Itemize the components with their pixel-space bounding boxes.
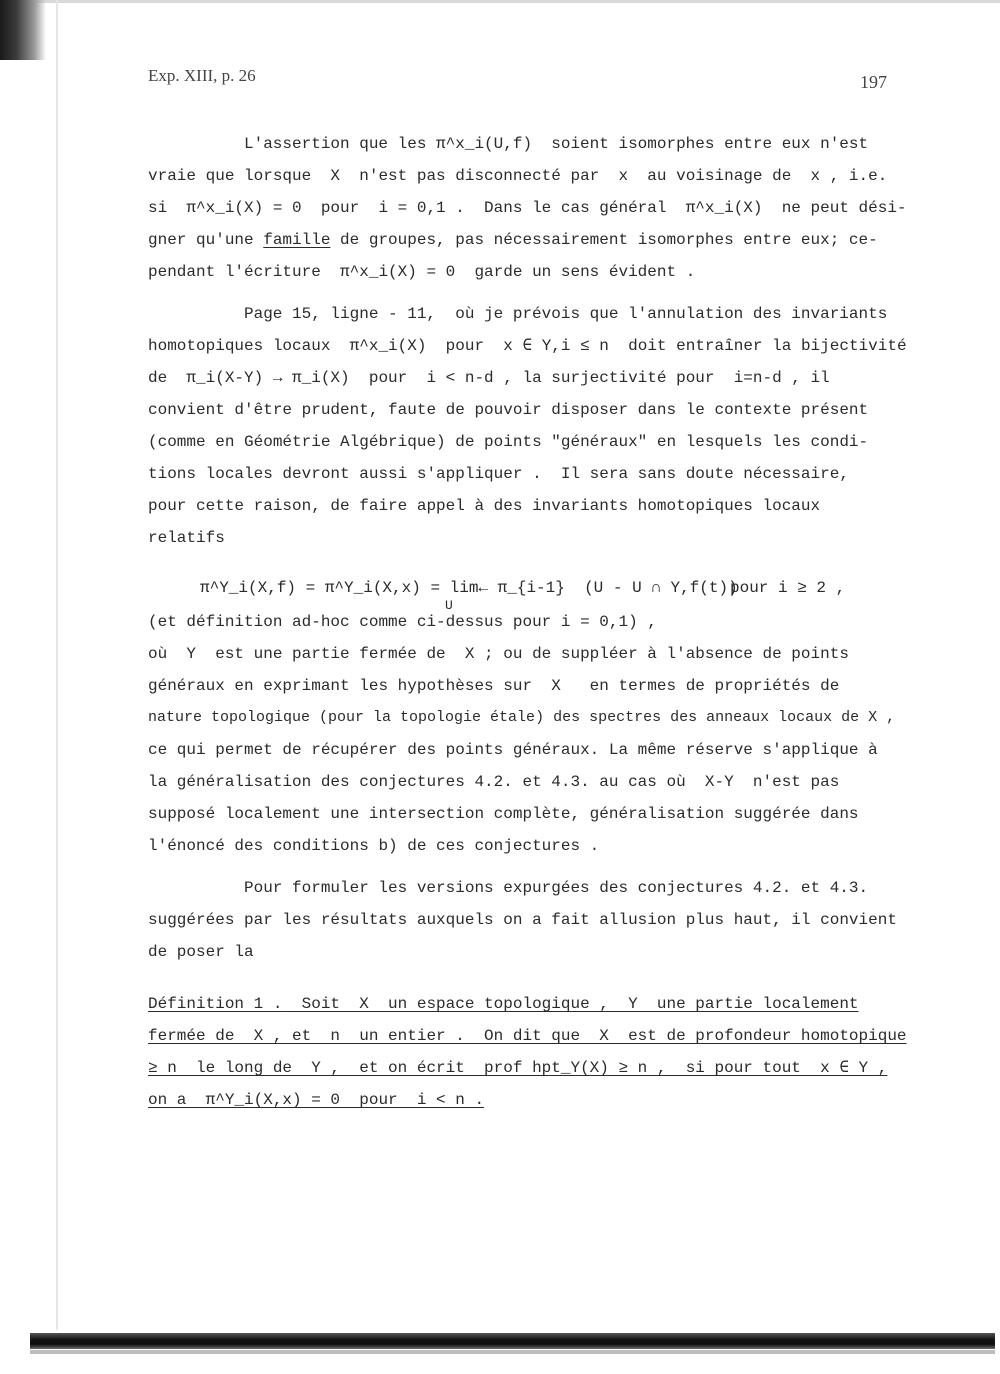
running-header: Exp. XIII, p. 26 — [148, 66, 256, 85]
scan-bottom-edge — [30, 1350, 995, 1354]
definition-line1 — [148, 994, 859, 1014]
p2-line4: convient d'être prudent, faute de pouvoir disposer dans le contexte présent — [148, 401, 869, 419]
formula-condition: pour i ≥ 2 , — [730, 579, 846, 597]
p3-line4: nature topologique (pour la topologie étale) des spectres des anneaux locaux de X , — [148, 709, 896, 726]
p1-line1: L'assertion que les π^x_i(U,f) soient isomorphes entre eux n'est — [244, 135, 869, 153]
p1-line5: pendant l'écriture π^x_i(X) = 0 garde un sens évident . — [148, 263, 696, 281]
p3-line8: l'énoncé des conditions b) de ces conjectures . — [148, 837, 600, 855]
p4-line3: de poser la — [148, 943, 254, 961]
p4-line2: suggérées par les résultats auxquels on a fait allusion plus haut, il convient — [148, 911, 897, 929]
p1-line4-pre: gner qu'une — [148, 231, 264, 249]
emphasis-famille: famille — [263, 231, 331, 249]
definition-label: Définition — [148, 995, 245, 1013]
p3-line2: où Y est une partie fermée de X ; ou de suppléer à l'absence de points — [148, 645, 849, 663]
p2-line8: relatifs — [148, 529, 225, 547]
p3-line6: la généralisation des conjectures 4.2. et 4.3. au cas où X-Y n'est pas — [148, 773, 840, 791]
p2-line1: Page 15, ligne - 11, où je prévois que l'annulation des invariants — [244, 305, 888, 323]
formula-subscript-u: U — [445, 598, 453, 613]
p3-line7: supposé localement une intersection complète, généralisation suggérée dans — [148, 805, 859, 823]
p2-line3: de π_i(X-Y) → π_i(X) pour i < n-d , la surjectivité pour i=n-d , il — [148, 369, 830, 387]
p2-line2: homotopiques locaux π^x_i(X) pour x ∈ Y,i ≤ n doit entraîner la bijectivité — [148, 337, 907, 355]
definition-number: 1 . — [244, 995, 283, 1013]
definition-line2: fermée de X , et n un entier . On dit que X est de profondeur homotopique — [148, 1027, 907, 1045]
p1-line3: si π^x_i(X) = 0 pour i = 0,1 . Dans le cas général π^x_i(X) ne peut dési- — [148, 199, 907, 217]
p3-line3: généraux en exprimant les hypothèses sur X en termes de propriétés de — [148, 677, 840, 695]
p3-line1: (et définition ad-hoc comme ci-dessus pour i = 0,1) , — [148, 613, 657, 631]
p2-line5: (comme en Géométrie Algébrique) de points "généraux" en lesquels les condi- — [148, 433, 869, 451]
definition-line3: ≥ n le long de Y , et on écrit prof hpt_Y(X) ≥ n , si pour tout x ∈ Y , — [148, 1059, 888, 1077]
p1-line4 — [148, 230, 878, 250]
definition-line1-rest: Soit X un espace topologique , Y une partie localement — [282, 995, 859, 1013]
p2-line7: pour cette raison, de faire appel à des invariants homotopiques locaux — [148, 497, 821, 515]
p1-line2: vraie que lorsque X n'est pas disconnecté par x au voisinage de x , i.e. — [148, 167, 888, 185]
scan-bottom-shadow — [30, 1333, 995, 1349]
definition-line4: on a π^Y_i(X,x) = 0 pour i < n . — [148, 1091, 485, 1109]
binding-line — [56, 0, 58, 1330]
formula-main: π^Y_i(X,f) = π^Y_i(X,x) = lim← π_{i-1} (U - U ∩ Y,f(t)) — [200, 579, 738, 597]
p3-line5: ce qui permet de récupérer des points généraux. La même réserve s'applique à — [148, 741, 878, 759]
p4-line1: Pour formuler les versions expurgées des conjectures 4.2. et 4.3. — [244, 879, 869, 897]
p2-line6: tions locales devront aussi s'appliquer . Il sera sans doute nécessaire, — [148, 465, 849, 483]
p1-line4-post: de groupes, pas nécessairement isomorphes entre eux; ce- — [330, 231, 878, 249]
page-number: 197 — [860, 72, 887, 92]
scan-top-edge — [0, 0, 1000, 3]
binding-shadow — [0, 0, 46, 60]
